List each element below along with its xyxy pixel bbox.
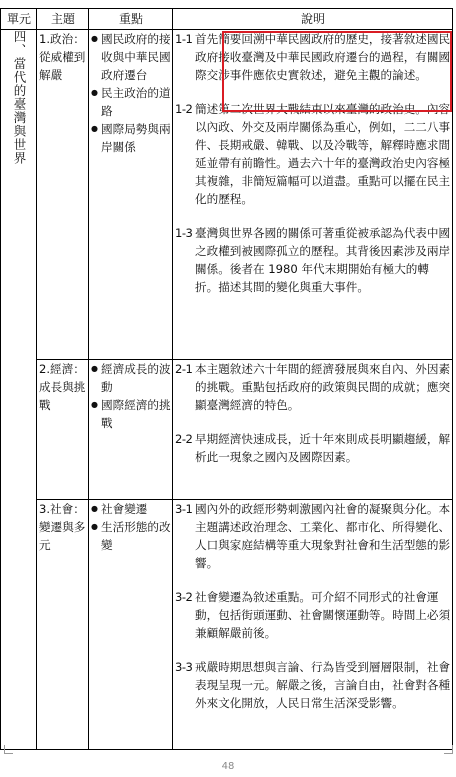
item-number: 1-2 (175, 102, 193, 116)
table-row (1, 360, 453, 500)
theme-cell (37, 360, 89, 500)
crop-mark (4, 745, 13, 754)
item-number: 3-3 (175, 660, 193, 674)
focus-cell (89, 500, 173, 750)
theme-cell (37, 500, 89, 750)
header-theme: 主題 (37, 9, 89, 30)
description-item (175, 360, 451, 414)
focus-cell (89, 360, 173, 500)
focus-item: ● 經濟成長的波動 (91, 360, 171, 396)
description-cell (173, 500, 453, 750)
focus-item: ● 國民政府的接收與中華民國政府遷台 (91, 30, 171, 84)
table-header-row (1, 9, 453, 30)
curriculum-table (0, 8, 453, 750)
header-description: 說明 (173, 9, 453, 30)
description-item (175, 658, 451, 712)
description-item (175, 224, 451, 296)
item-number: 1-3 (175, 226, 193, 240)
theme-title: 3.社會：變遷與多元 (39, 502, 86, 552)
item-text: 社會變遷為敘述重點。可介紹不同形式的社會運動，包括街頭運動、社會關懷運動等。時間上必須兼顧解嚴前後。 (195, 590, 451, 640)
item-number: 1-1 (175, 32, 193, 46)
description-cell (173, 360, 453, 500)
theme-cell (37, 30, 89, 360)
item-text: 首先簡要回溯中華民國政府的歷史，接著敘述國民政府接收臺灣及中華民國政府遷台的過程，有關國際交涉事件應依史實敘述，避免主觀的論述。 (195, 32, 451, 82)
crop-mark (444, 745, 453, 754)
item-number: 3-2 (175, 590, 193, 604)
item-number: 2-1 (175, 362, 193, 376)
item-number: 3-1 (175, 502, 193, 516)
theme-title: 1.政治：從威權到解嚴 (39, 32, 86, 82)
unit-cell (1, 30, 37, 750)
header-unit: 單元 (1, 9, 37, 30)
focus-item: ● 社會變遷 (91, 500, 171, 518)
table-row (1, 500, 453, 750)
item-text: 早期經濟快速成長，近十年來則成長明顯趨緩，解析此一現象之國內及國際因素。 (195, 432, 451, 464)
description-item (175, 430, 451, 466)
focus-item: ● 國際經濟的挑戰 (91, 396, 171, 432)
item-text: 國內外的政經形勢刺激國內社會的凝聚與分化。本主題講述政治理念、工業化、都市化、所得變化、人口與家庭結構等重大現象對社會和生活型態的影響。 (195, 502, 451, 570)
header-focus: 重點 (89, 9, 173, 30)
page-number: 48 (221, 761, 235, 772)
description-item (175, 588, 451, 642)
focus-item: ● 生活形態的改變 (91, 518, 171, 554)
item-text: 臺灣與世界各國的關係可著重從被承認為代表中國之政權到被國際孤立的歷程。其背後因素涉及兩岸關係。後者在 1980 年代末期開始有極大的轉折。描述其間的變化與重大事件。 (195, 226, 451, 294)
unit-title: 四、當代的臺灣與世界 (12, 30, 27, 165)
focus-cell (89, 30, 173, 360)
highlight-box (222, 31, 452, 112)
focus-item: ● 民主政治的道路 (91, 84, 171, 120)
item-number: 2-2 (175, 432, 193, 446)
focus-item: ● 國際局勢與兩岸關係 (91, 120, 171, 156)
item-text: 戒嚴時期思想與言論、行為皆受到層層限制，社會表現呈現一元。解嚴之後，言論自由，社會對各種外來文化開放，人民日常生活深受影響。 (195, 660, 451, 710)
description-item (175, 500, 451, 572)
item-text: 本主題敘述六十年間的經濟發展與來自內、外因素的挑戰。重點包括政府的政策與民間的成就；應突顯臺灣經濟的特色。 (195, 362, 451, 412)
item-text: 簡述第二次世界大戰結束以來臺灣的政治史。內容以內政、外交及兩岸關係為重心，例如，二二八事件、長期戒嚴、韓戰、以及冷戰等，解釋時應求間延並帶有前瞻性。過去六十年的臺灣政治史內容極其複雜，非簡短篇幅可以道盡。重點可以擺在民主化的歷程。 (195, 102, 451, 206)
theme-title: 2.經濟：成長與挑戰 (39, 362, 86, 412)
description-item (175, 100, 451, 208)
